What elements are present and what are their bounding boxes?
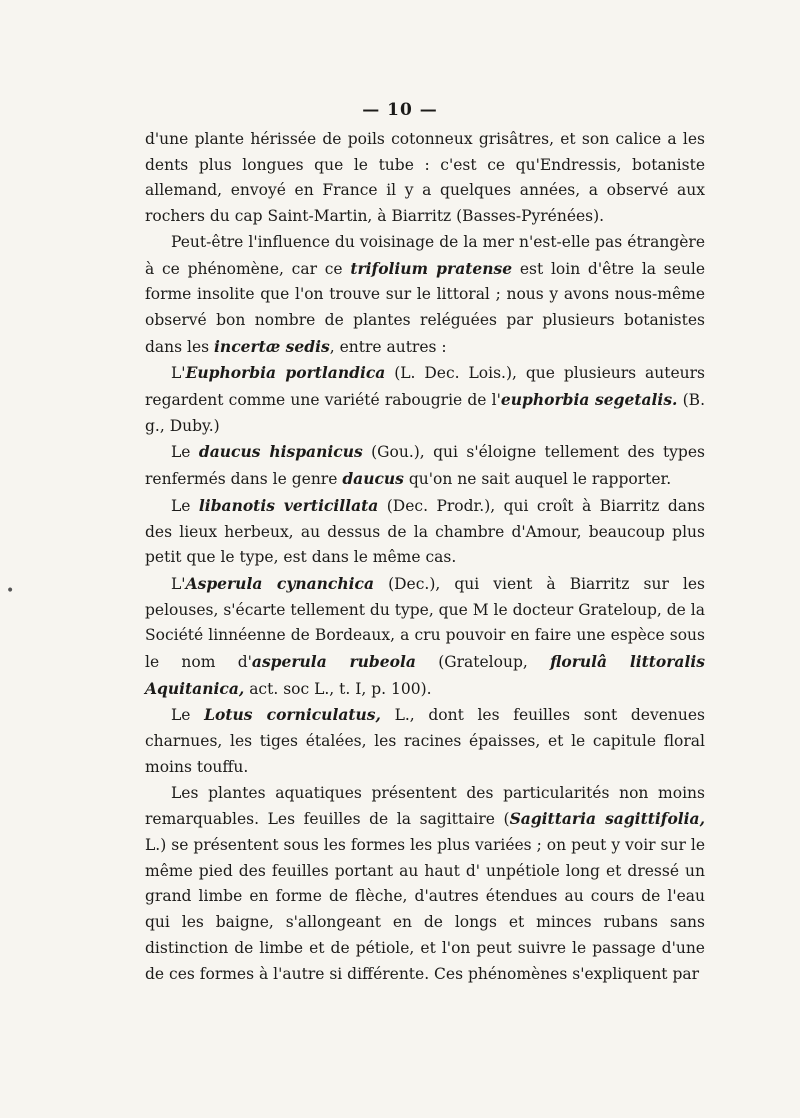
page-number: — 10 —	[362, 100, 438, 120]
text-run: Les plantes aquatiques présentent des particularités non moins remarquables. Les feuilles de la sagittaire (	[145, 783, 705, 829]
italic-term: incertæ sedis	[214, 336, 330, 356]
paragraph	[145, 360, 705, 439]
italic-term: florulâ littoralis Aquitanica,	[145, 652, 705, 698]
text-run: (Gou.), qui s'éloigne tellement des types renfermés dans le genre	[145, 443, 705, 489]
text-run: L.) se présentent sous les formes les plus variées ; on peut y voir sur le même pied des feuilles portant au haut d' unpétiole long et dressé un grand limbe en forme de flèche, d'autres étendues au cours de l'eau qui les baigne, s'allongeant en de longs et minces rubans sans distinction de limbe et de pétiole, et l'on peut suivre le passage d'une de ces formes à l'autre si différente. Ces phénomènes s'expliquent par	[145, 835, 705, 983]
text-run: (Dec.), qui vient à Biarritz sur les pelouses, s'écarte tellement du type, que M le docteur Grateloup, de la Société linnéenne de Bordeaux, a cru pouvoir en faire une espèce sous le nom d'	[145, 574, 705, 672]
text-run: (Dec. Prodr.), qui croît à Biarritz dans des lieux herbeux, au dessus de la chambre d'Amour, beaucoup plus petit que le type, est dans le même cas.	[145, 496, 705, 567]
text-run: Peut-être l'influence du voisinage de la mer n'est-elle pas étrangère à ce phénomène, car ce	[145, 232, 705, 278]
italic-term: daucus hispanicus	[198, 442, 363, 462]
paragraph	[145, 571, 705, 703]
text-run: est loin d'être la seule forme insolite que l'on trouve sur le littoral ; nous y avons nous-même observé bon nombre de plantes reléguées par plusieurs botanistes dans les	[145, 259, 705, 356]
italic-term: trifolium pratense	[350, 258, 513, 278]
text-run: L., dont les feuilles sont devenues charnues, les tiges étalées, les racines épaisses, et le capitule floral moins touffu.	[145, 706, 705, 776]
paragraph	[145, 439, 705, 492]
body-text	[145, 127, 705, 987]
text-run: L'	[171, 364, 186, 383]
paragraph	[145, 781, 705, 988]
text-run: L'	[171, 574, 186, 593]
text-run: (B. g., Duby.)	[145, 391, 706, 435]
text-run: , entre autres :	[329, 337, 447, 356]
paragraph	[145, 127, 705, 230]
italic-term: Euphorbia portlandica	[185, 363, 386, 383]
text-run: qu'on ne sait auquel le rapporter.	[403, 470, 672, 489]
paragraph	[145, 493, 705, 571]
paragraph	[145, 702, 705, 780]
italic-term: daucus	[342, 469, 404, 489]
text-run: (Grateloup,	[415, 653, 551, 672]
text-run: (L. Dec. Lois.), que plusieurs auteurs regardent comme une variété rabougrie de l'	[145, 364, 705, 410]
text-run: Le	[171, 443, 199, 462]
text-run: Le	[171, 496, 199, 515]
italic-term: euphorbia segetalis.	[500, 390, 678, 410]
paragraph	[145, 230, 705, 361]
text-run: d'une plante hérissée de poils cotonneux grisâtres, et son calice a les dents plus longues que le tube : c'est ce qu'Endressis, botaniste allemand, envoyé en France il y a quelques années, a observé aux rochers du cap Saint-Martin, à Biarritz (Basses-Pyrénées).	[145, 130, 705, 226]
italic-term: Lotus corniculatus,	[204, 705, 381, 725]
text-run: act. soc L., t. I, p. 100).	[244, 679, 432, 698]
italic-term: asperula rubeola	[251, 652, 416, 672]
italic-term: Sagittaria sagittifolia,	[509, 809, 705, 829]
italic-term: libanotis verticillata	[198, 495, 379, 515]
text-run: Le	[171, 706, 205, 725]
margin-mark: •	[6, 583, 15, 599]
italic-term: Asperula cynanchica	[185, 573, 375, 593]
